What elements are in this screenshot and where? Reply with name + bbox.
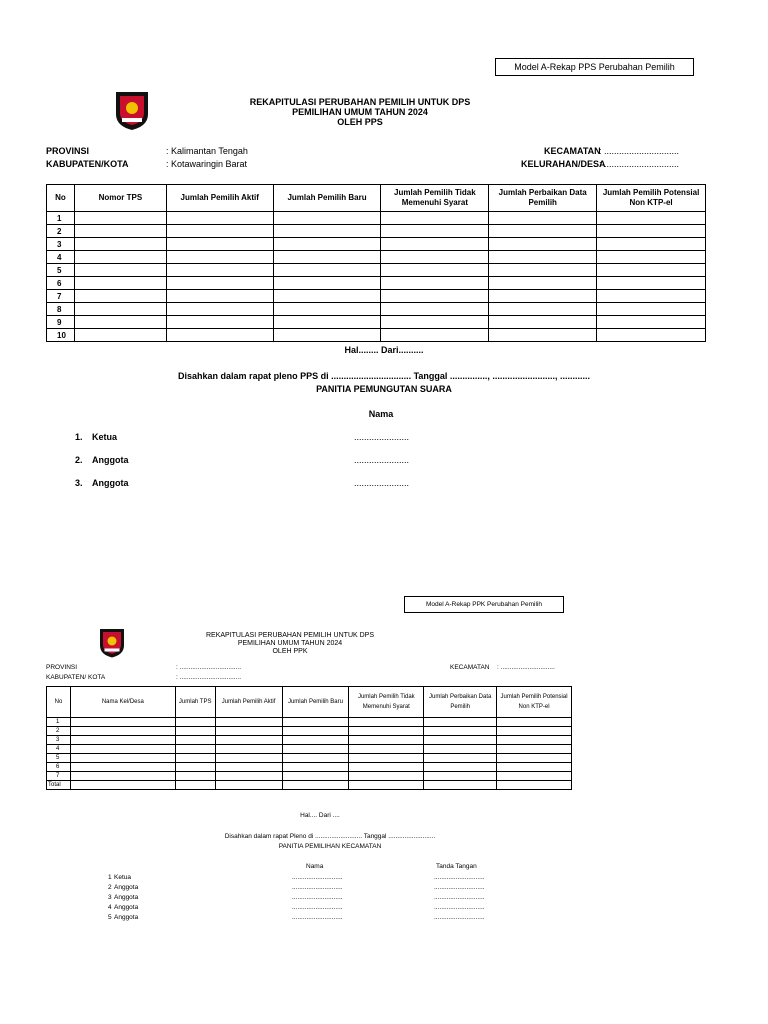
form2-cell[interactable]	[497, 727, 572, 736]
form1-nama-label: Nama	[368, 409, 394, 419]
form2-cell[interactable]	[497, 736, 572, 745]
form1-cell[interactable]	[166, 264, 273, 277]
form1-cell[interactable]	[597, 251, 706, 264]
form1-row-number: 3	[47, 238, 75, 251]
form1-row-number: 4	[47, 251, 75, 264]
form2-header-pemilih-aktif: Jumlah Pemilih Aktif	[215, 687, 282, 718]
form2-cell[interactable]	[424, 763, 497, 772]
form2-member-3-dots: ............................	[292, 894, 343, 901]
form2-member-1-dots: ............................	[292, 874, 343, 881]
form1-cell[interactable]	[273, 225, 381, 238]
form1-kabupaten-value: : Kotawaringin Barat	[166, 159, 248, 169]
form1-row-number: 1	[47, 212, 75, 225]
form2-header-perbaikan: Jumlah Perbaikan Data Pemilih	[424, 687, 497, 718]
form2-cell[interactable]	[282, 781, 349, 790]
form2-cell[interactable]	[424, 772, 497, 781]
form2-member-2-sign: ............................	[434, 884, 485, 891]
form1-provinsi-value: : Kalimantan Tengah	[166, 146, 248, 156]
form1-cell[interactable]	[273, 290, 381, 303]
form1-header-nomor-tps: Nomor TPS	[74, 185, 166, 212]
model-label-pps: Model A-Rekap PPS Perubahan Pemilih	[495, 58, 694, 76]
form1-cell[interactable]	[74, 264, 166, 277]
form1-cell[interactable]	[74, 329, 166, 342]
form1-table-row	[47, 303, 706, 316]
form2-cell[interactable]	[215, 745, 282, 754]
form1-cell[interactable]	[489, 290, 597, 303]
form2-table	[46, 686, 572, 790]
form2-title-line1: REKAPITULASI PERUBAHAN PEMILIH UNTUK DPS	[205, 632, 375, 639]
form1-member-2-no: 2.	[75, 455, 83, 465]
form1-cell[interactable]	[597, 290, 706, 303]
form2-cell[interactable]	[282, 754, 349, 763]
form2-cell[interactable]	[282, 745, 349, 754]
form2-member-3-sign: ............................	[434, 894, 485, 901]
form1-cell[interactable]	[597, 212, 706, 225]
form2-member-2-no: 2	[108, 884, 112, 891]
form1-member-3-no: 3.	[75, 478, 83, 488]
form1-cell[interactable]	[597, 303, 706, 316]
form1-table-row	[47, 212, 706, 225]
form1-member-1-no: 1.	[75, 432, 83, 442]
form2-table-row	[47, 781, 572, 790]
form2-table-row	[47, 754, 572, 763]
form1-provinsi-label: PROVINSI	[46, 146, 90, 156]
form1-cell[interactable]	[381, 316, 489, 329]
form2-cell[interactable]	[175, 772, 215, 781]
form2-cell[interactable]	[70, 754, 175, 763]
form2-row-number: 1	[47, 718, 71, 727]
form2-kecamatan-label: KECAMATAN	[450, 664, 490, 671]
form2-table-row	[47, 772, 572, 781]
form1-cell[interactable]	[74, 225, 166, 238]
form2-member-3-role: Anggota	[114, 894, 139, 901]
form2-row-number: 6	[47, 763, 71, 772]
form2-row-number: Total	[47, 781, 71, 790]
form2-cell[interactable]	[70, 718, 175, 727]
form2-cell[interactable]	[282, 763, 349, 772]
form1-row-number: 8	[47, 303, 75, 316]
form1-cell[interactable]	[489, 212, 597, 225]
form2-header-potensial: Jumlah Pemilih Potensial Non KTP-el	[497, 687, 572, 718]
form2-member-4-no: 4	[108, 904, 112, 911]
form1-cell[interactable]	[273, 277, 381, 290]
form1-cell[interactable]	[166, 329, 273, 342]
form1-cell[interactable]	[166, 303, 273, 316]
form1-cell[interactable]	[381, 277, 489, 290]
form1-cell[interactable]	[273, 251, 381, 264]
form1-row-number: 10	[47, 329, 75, 342]
form2-cell[interactable]	[497, 745, 572, 754]
form2-cell[interactable]	[349, 772, 424, 781]
form2-table-row	[47, 727, 572, 736]
form2-cell[interactable]	[424, 745, 497, 754]
form1-table-row	[47, 290, 706, 303]
form2-cell[interactable]	[497, 763, 572, 772]
form1-header-potensial: Jumlah Pemilih Potensial Non KTP-el	[597, 185, 706, 212]
form1-table-row	[47, 316, 706, 329]
form2-cell[interactable]	[215, 754, 282, 763]
form1-panitia: PANITIA PEMUNGUTAN SUARA	[316, 384, 452, 394]
form2-cell[interactable]	[424, 754, 497, 763]
form1-hal: Hal........ Dari..........	[344, 345, 424, 355]
form2-table-row	[47, 763, 572, 772]
form2-member-1-no: 1	[108, 874, 112, 881]
form2-member-4-role: Anggota	[114, 904, 139, 911]
form2-cell[interactable]	[282, 727, 349, 736]
form2-cell[interactable]	[175, 745, 215, 754]
form2-cell[interactable]	[70, 781, 175, 790]
form1-cell[interactable]	[489, 277, 597, 290]
form2-member-5-no: 5	[108, 914, 112, 921]
form1-cell[interactable]	[273, 303, 381, 316]
model-label-ppk: Model A-Rekap PPK Perubahan Pemilih	[404, 596, 564, 613]
form2-cell[interactable]	[349, 745, 424, 754]
form2-cell[interactable]	[497, 772, 572, 781]
form2-member-4-sign: ............................	[434, 904, 485, 911]
form1-cell[interactable]	[489, 238, 597, 251]
form1-header-row	[47, 185, 706, 212]
form1-title-line2: PEMILIHAN UMUM TAHUN 2024	[292, 107, 428, 117]
form1-cell[interactable]	[74, 212, 166, 225]
form1-row-number: 5	[47, 264, 75, 277]
form2-cell[interactable]	[349, 763, 424, 772]
form2-nama-label: Nama	[306, 863, 324, 870]
form1-cell[interactable]	[74, 251, 166, 264]
form1-kecamatan-value: : ..............................	[599, 146, 680, 156]
kpu-logo-small-icon	[97, 626, 127, 659]
form2-cell[interactable]	[424, 736, 497, 745]
form1-cell[interactable]	[74, 290, 166, 303]
form2-title-line2: PEMILIHAN UMUM TAHUN 2024	[237, 640, 343, 647]
form1-cell[interactable]	[166, 316, 273, 329]
form2-row-number: 4	[47, 745, 71, 754]
form1-cell[interactable]	[273, 264, 381, 277]
form2-provinsi-label: PROVINSI	[46, 664, 78, 671]
form1-row-number: 6	[47, 277, 75, 290]
form2-member-5-role: Anggota	[114, 914, 139, 921]
form2-cell[interactable]	[497, 718, 572, 727]
form2-cell[interactable]	[497, 781, 572, 790]
form2-member-1-sign: ............................	[434, 874, 485, 881]
form2-member-5-sign: ............................	[434, 914, 485, 921]
form1-cell[interactable]	[381, 329, 489, 342]
form2-cell[interactable]	[497, 754, 572, 763]
form1-cell[interactable]	[381, 251, 489, 264]
form2-cell[interactable]	[424, 727, 497, 736]
form1-table-row	[47, 251, 706, 264]
form2-member-3-no: 3	[108, 894, 112, 901]
form1-disahkan: Disahkan dalam rapat pleno PPS di ................................ Tanggal ..............., ........................., ............	[178, 371, 590, 381]
form1-member-3-dots: ......................	[354, 478, 410, 488]
form1-table-row	[47, 264, 706, 277]
form1-cell[interactable]	[273, 238, 381, 251]
form2-row-number: 2	[47, 727, 71, 736]
form1-cell[interactable]	[597, 316, 706, 329]
form1-cell[interactable]	[597, 329, 706, 342]
form1-cell[interactable]	[273, 212, 381, 225]
form2-cell[interactable]	[215, 718, 282, 727]
form2-cell[interactable]	[70, 736, 175, 745]
form1-cell[interactable]	[381, 225, 489, 238]
form1-cell[interactable]	[166, 225, 273, 238]
form2-cell[interactable]	[70, 772, 175, 781]
form1-title-line3: OLEH PPS	[337, 117, 383, 127]
form2-cell[interactable]	[349, 718, 424, 727]
form1-cell[interactable]	[74, 277, 166, 290]
form2-header-row	[47, 687, 572, 718]
form1-cell[interactable]	[74, 303, 166, 316]
form2-header-pemilih-baru: Jumlah Pemilih Baru	[282, 687, 349, 718]
form1-header-tidak-memenuhi: Jumlah Pemilih Tidak Memenuhi Syarat	[381, 185, 489, 212]
form1-title-line1: REKAPITULASI PERUBAHAN PEMILIH UNTUK DPS	[249, 97, 471, 107]
form1-member-2-role: Anggota	[92, 455, 129, 465]
form2-cell[interactable]	[175, 736, 215, 745]
form1-cell[interactable]	[489, 303, 597, 316]
form2-row-number: 5	[47, 754, 71, 763]
form1-kecamatan-label: KECAMATAN	[544, 146, 601, 156]
form1-table-row	[47, 329, 706, 342]
form2-cell[interactable]	[349, 781, 424, 790]
form1-cell[interactable]	[381, 290, 489, 303]
form2-cell[interactable]	[282, 718, 349, 727]
form2-tanda-label: Tanda Tangan	[436, 863, 477, 870]
form1-table-row	[47, 225, 706, 238]
form1-cell[interactable]	[597, 238, 706, 251]
form2-hal: Hal.... Dari ....	[300, 812, 340, 819]
form1-cell[interactable]	[74, 316, 166, 329]
form2-cell[interactable]	[70, 745, 175, 754]
form1-cell[interactable]	[489, 264, 597, 277]
form2-cell[interactable]	[215, 772, 282, 781]
form2-table-row	[47, 718, 572, 727]
form1-header-pemilih-baru: Jumlah Pemilih Baru	[273, 185, 381, 212]
form1-cell[interactable]	[166, 290, 273, 303]
form2-cell[interactable]	[349, 727, 424, 736]
form2-cell[interactable]	[70, 763, 175, 772]
form2-member-2-role: Anggota	[114, 884, 139, 891]
form1-cell[interactable]	[381, 303, 489, 316]
form1-cell[interactable]	[166, 277, 273, 290]
form1-kabupaten-label: KABUPATEN/KOTA	[46, 159, 129, 169]
form2-kabupaten-label: KABUPATEN/ KOTA	[46, 674, 106, 681]
form1-cell[interactable]	[597, 277, 706, 290]
form2-cell[interactable]	[215, 781, 282, 790]
form2-header-no: No	[47, 687, 71, 718]
form1-header-perbaikan: Jumlah Perbaikan Data Pemilih	[489, 185, 597, 212]
form1-member-2-dots: ......................	[354, 455, 410, 465]
form1-cell[interactable]	[489, 225, 597, 238]
form2-cell[interactable]	[175, 718, 215, 727]
form1-row-number: 7	[47, 290, 75, 303]
form1-cell[interactable]	[74, 238, 166, 251]
form2-cell[interactable]	[349, 736, 424, 745]
form2-cell[interactable]	[282, 772, 349, 781]
form2-provinsi-value: : ..................................	[176, 664, 242, 671]
form1-cell[interactable]	[166, 251, 273, 264]
form1-member-1-dots: ......................	[354, 432, 410, 442]
form2-cell[interactable]	[215, 727, 282, 736]
form2-member-2-dots: ............................	[292, 884, 343, 891]
form2-cell[interactable]	[215, 763, 282, 772]
form2-kecamatan-value: : ..............................	[497, 664, 555, 671]
form2-header-tidak-memenuhi: Jumlah Pemilih Tidak Memenuhi Syarat	[349, 687, 424, 718]
form2-header-nama-kel: Nama Kel/Desa	[70, 687, 175, 718]
form1-member-1-role: Ketua	[92, 432, 118, 442]
form1-cell[interactable]	[273, 316, 381, 329]
form1-row-number: 9	[47, 316, 75, 329]
form1-kelurahan-label: KELURAHAN/DESA	[521, 159, 606, 169]
form1-kelurahan-value: : ..............................	[599, 159, 680, 169]
form2-cell[interactable]	[424, 781, 497, 790]
form1-cell[interactable]	[597, 264, 706, 277]
form1-header-pemilih-aktif: Jumlah Pemilih Aktif	[166, 185, 273, 212]
form1-member-3-role: Anggota	[92, 478, 129, 488]
form1-cell[interactable]	[381, 212, 489, 225]
form2-cell[interactable]	[349, 754, 424, 763]
form1-row-number: 2	[47, 225, 75, 238]
form2-member-5-dots: ............................	[292, 914, 343, 921]
form2-cell[interactable]	[175, 727, 215, 736]
form1-table-row	[47, 277, 706, 290]
form1-header-no: No	[47, 185, 75, 212]
form2-cell[interactable]	[215, 736, 282, 745]
form1-cell[interactable]	[166, 212, 273, 225]
form1-cell[interactable]	[489, 251, 597, 264]
form2-table-row	[47, 745, 572, 754]
kpu-logo-icon	[112, 88, 152, 132]
form2-row-number: 3	[47, 736, 71, 745]
form2-row-number: 7	[47, 772, 71, 781]
form2-cell[interactable]	[70, 727, 175, 736]
form2-member-4-dots: ............................	[292, 904, 343, 911]
form2-cell[interactable]	[175, 763, 215, 772]
form1-cell[interactable]	[381, 238, 489, 251]
form2-cell[interactable]	[282, 736, 349, 745]
form1-cell[interactable]	[381, 264, 489, 277]
form2-kabupaten-value: : ..................................	[176, 674, 242, 681]
form2-header-jumlah-tps: Jumlah TPS	[175, 687, 215, 718]
form2-panitia: PANITIA PEMILIHAN KECAMATAN	[278, 843, 382, 850]
form1-cell[interactable]	[489, 329, 597, 342]
form2-member-1-role: Ketua	[114, 874, 131, 881]
form2-disahkan: Disahkan dalam rapat Pleno di .......................... Tanggal ..........................	[224, 833, 436, 840]
form1-cell[interactable]	[597, 225, 706, 238]
form1-cell[interactable]	[273, 329, 381, 342]
form1-table-row	[47, 238, 706, 251]
form1-table	[46, 184, 706, 342]
form2-cell[interactable]	[175, 754, 215, 763]
form1-cell[interactable]	[166, 238, 273, 251]
form2-cell[interactable]	[424, 718, 497, 727]
form2-cell[interactable]	[175, 781, 215, 790]
form1-cell[interactable]	[489, 316, 597, 329]
form2-table-row	[47, 736, 572, 745]
form2-title-line3: OLEH PPK	[272, 648, 308, 655]
